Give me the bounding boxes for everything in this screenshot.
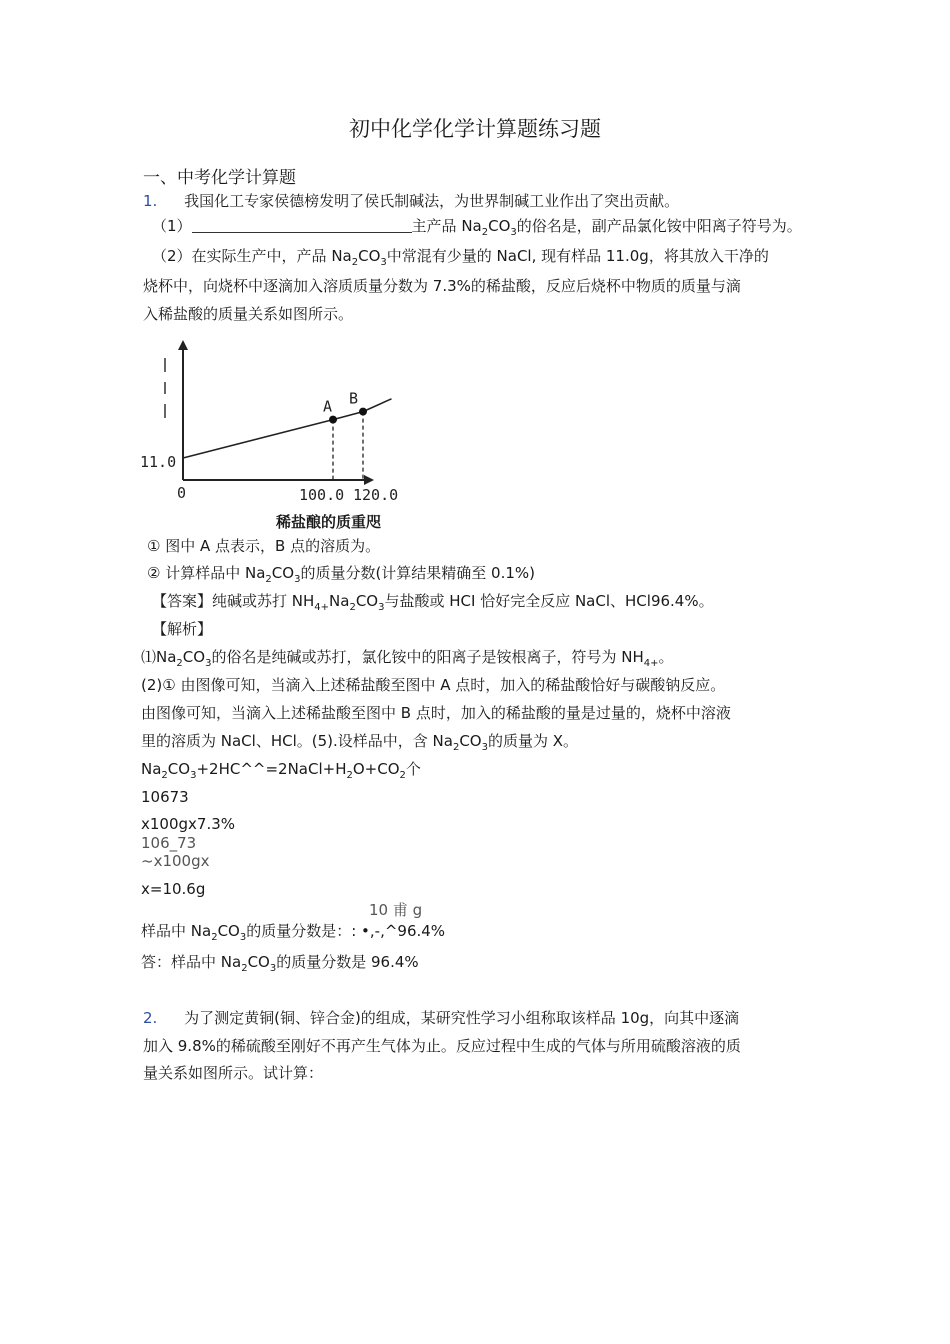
q2-number: 2. — [143, 1009, 158, 1027]
q1-intro — [143, 191, 679, 211]
analysis-line1: $⑴Na_2CO_3$的俗名是纯碱或苏打，氯化铵中的阳离子是铵根离子，符号为 $NH_{4+}$。 — [141, 648, 674, 669]
q1-part2-line1: （2）在实际生产中，产品 $Na_2CO_3$中常混有少量的 NaCl, 现有样品 11.0g，将其放入干净的 — [152, 247, 769, 268]
point-a — [329, 416, 337, 424]
chart-axes — [183, 346, 368, 480]
q1-part1-prefix: （1） — [152, 217, 192, 235]
q1-number: 1. — [143, 192, 158, 210]
answer-blank[interactable] — [192, 218, 412, 233]
calc-x-result: x=10.6g — [141, 880, 206, 898]
chart-caption: 稀盐酿的质重咫 — [276, 513, 382, 531]
equation: $Na_2CO_3+2HC\^{}\^{}=2NaCl+H_2O+CO_2$个 — [141, 760, 421, 781]
x-tick-label-1: 100.0 — [299, 486, 345, 504]
section-heading: 一、中考化学计算题 — [143, 168, 296, 188]
calc-106-73: 106_73 — [141, 834, 197, 852]
analysis-line3: 由图像可知，当滴入上述稀盐酸至图中 B 点时，加入的稀盐酸的量是过量的，烧杯中溶液 — [141, 704, 731, 722]
calc-x100gx: ~x100gx — [141, 852, 210, 870]
q1-answer: 【答案】纯碱或苏打 $NH_{4+}Na_2CO_3$与盐酸或 HCI 恰好完全反应 NaCl、HCl96.4%。 — [152, 592, 714, 613]
calc-10673: 10673 — [141, 788, 189, 806]
q1-intro-text: 我国化工专家侯德榜发明了侯氏制碱法，为世界制碱工业作出了突出贡献。 — [184, 192, 680, 210]
fraction-top: 10 甫 g — [369, 901, 423, 919]
point-a-label: A — [323, 397, 333, 416]
q1-part2-line3: 入稀盐酸的质量关系如图所示。 — [143, 305, 354, 323]
q2-line3: 量关系如图所示。试计算： — [143, 1064, 324, 1082]
point-b-label: B — [349, 389, 359, 408]
q2-line1: 2. 为了测定黄铜(铜、锌合金)的组成，某研究性学习小组称取该样品 10g，向其中逐滴 — [143, 1009, 740, 1027]
x-tick-label-2: 120.0 — [353, 486, 399, 504]
y-tick-label: 11.0 — [140, 453, 177, 471]
mass-chart — [140, 338, 399, 508]
x-tick-label-0: 0 — [177, 484, 187, 502]
final-answer: 答：样品中 $Na_2CO_3$的质量分数是 96.4% — [141, 953, 419, 974]
point-b — [359, 408, 367, 416]
data-series-line — [183, 399, 392, 458]
x-axis-arrow — [364, 475, 374, 485]
q1-part1: （1） 主产品 $Na_2CO_3$的俗名是，副产品氯化铵中阳离子符号为。 — [152, 217, 802, 238]
q1-part2-line2: 烧杯中，向烧杯中逐滴加入溶质质量分数为 7.3%的稀盐酸，反应后烧杯中物质的质量与滴 — [143, 277, 741, 295]
analysis-label: 【解析】 — [152, 620, 213, 638]
analysis-line2: (2)① 由图像可知，当滴入上述稀盐酸至图中 A 点时，加入的稀盐酸恰好与碳酸钠反应。 — [141, 676, 726, 694]
result-line: 样品中 $Na_2CO_3$的质量分数是：: •,-,^96.4% — [141, 922, 446, 943]
analysis-line4: 里的溶质为 NaCl、HCl。(5).设样品中，含 $Na_2CO_3$的质量为 X。 — [141, 732, 579, 753]
q2-line2: 加入 9.8%的稀硫酸至刚好不再产生气体为止。反应过程中生成的气体与所用硫酸溶液的质 — [143, 1037, 741, 1055]
page-title: 初中化学化学计算题练习题 — [349, 117, 601, 141]
y-axis-arrow — [178, 340, 188, 350]
q1-sub2: ② 计算样品中 $Na_2CO_3$的质量分数(计算结果精确至 0.1%) — [147, 564, 536, 585]
q1-sub1: ① 图中 A 点表示，B 点的溶质为。 — [147, 537, 381, 555]
calc-x100: x100gx7.3% — [141, 815, 236, 833]
